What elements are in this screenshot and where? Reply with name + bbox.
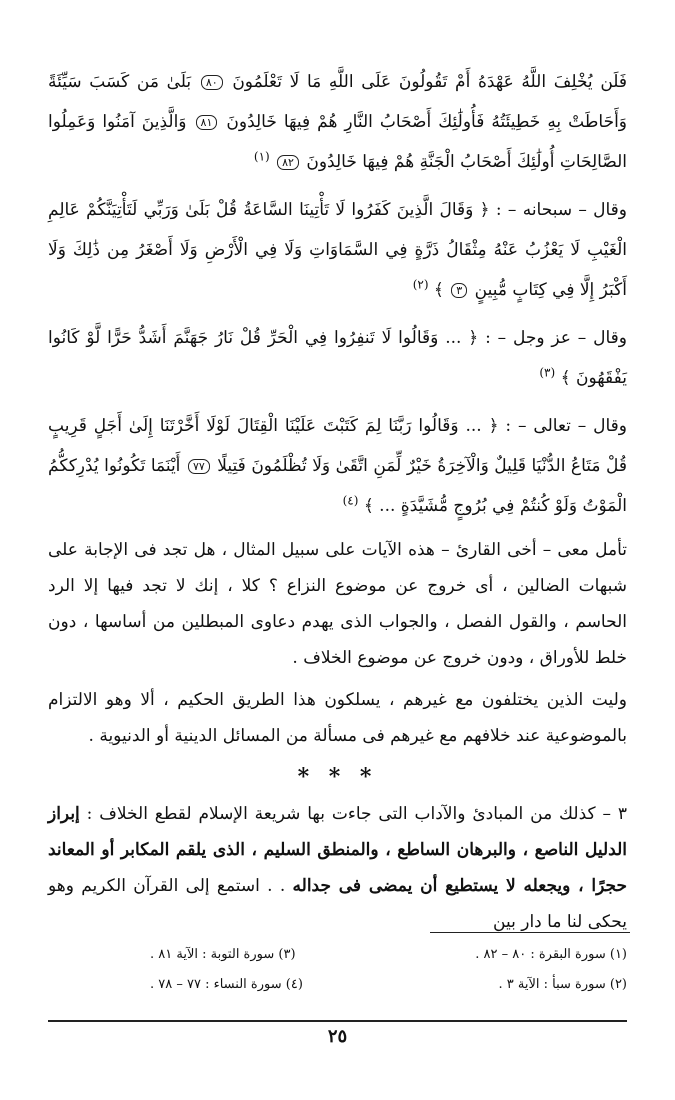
verse-close: ﴾ [433, 280, 444, 300]
quran-paragraph-2 [48, 190, 627, 310]
section-separator: * * * [297, 764, 378, 790]
paragraph-intro: وقال – سبحانه – : [495, 200, 628, 220]
verse-text: فَلَن يُخْلِفَ اللَّهُ عَهْدَهُ أَمْ تَقُولُونَ عَلَى اللَّهِ مَا لَا تَعْلَمُونَ [232, 72, 628, 92]
section-text: . . استمع إلى القرآن الكريم وهو يحكى لنا ما دار بين [48, 876, 627, 932]
verse-number: ٨٢ [277, 155, 299, 170]
paragraph-intro: وقال – عز وجل – : [485, 328, 627, 348]
commentary-paragraph: تأمل معى – أخى القارئ – هذه الآيات على سبيل المثال ، هل تجد فى الإجابة على شبهات الضالين ، أى خروج عن موضوع النزاع ؟ كلا ، إنك لا تجد فيها إلا الرد الحاسم ، والقول الفصل ، والجواب الذى يهدم دعاوى المبطلين من أساسها ، دون خلط للأوراق ، ودون خروج عن موضوع الخلاف . [48, 540, 627, 668]
verse-number: ٨٠ [201, 75, 223, 90]
footnote-divider [430, 932, 630, 933]
section-text: ٣ – كذلك من المبادئ والآداب التى جاءت بها شريعة الإسلام لقطع الخلاف : [86, 804, 627, 824]
verse-text: أَيْنَمَا تَكُونُوا يُدْرِككُّمُ الْمَوْتُ وَلَوْ كُنتُمْ فِي بُرُوجٍ مُّشَيَّدَةٍ ... ﴾ [48, 456, 627, 516]
footnote-1: (١) سورة البقرة : ٨٠ – ٨٢ . [475, 947, 627, 962]
verse-number: ٧٧ [188, 459, 210, 474]
paragraph-intro: وقال – تعالى – : [505, 416, 628, 436]
footnote-reference: (٢) [412, 277, 429, 292]
commentary-paragraph: وليت الذين يختلفون مع غيرهم ، يسلكون هذا الطريق الحكيم ، ألا وهو الالتزام بالموضوعية عند خلافهم مع غيرهم فى مسألة من المسائل الدينية أو الدنيوية . [48, 690, 627, 746]
quran-paragraph-3 [48, 318, 627, 398]
bold-text: إبراز الدليل الناصع ، والبرهان الساطع ، والمنطق السليم ، الذى يلقم المكابر أو المعاند حجرًا ، ويجعله لا يستطيع أن يمضى فى جداله [48, 804, 628, 896]
verse-close: ﴾ [560, 368, 571, 388]
footnote-row [150, 940, 627, 970]
verse-number: ٨١ [196, 115, 218, 130]
footnote-reference: (٤) [342, 493, 359, 508]
page-bottom-rule [48, 1020, 627, 1022]
page-body [48, 62, 627, 940]
footnote-reference: (٣) [539, 365, 556, 380]
verse-text: ﴿ وَقَالَ الَّذِينَ كَفَرُوا لَا تَأْتِينَا السَّاعَةُ قُلْ بَلَىٰ وَرَبِّي لَتَأْتِيَنَّكُمْ عَالِمِ الْغَيْبِ لَا يَعْزُبُ عَنْهُ مِثْقَالُ ذَرَّةٍ فِي السَّمَاوَاتِ وَلَا فِي الْأَرْضِ وَلَا أَصْغَرُ مِن ذَٰلِكَ وَلَا أَكْبَرُ إِلَّا فِي كِتَابٍ مُّبِينٍ [48, 200, 627, 300]
verse-text: وَالَّذِينَ آمَنُوا وَعَمِلُوا الصَّالِحَاتِ أُولَٰئِكَ أَصْحَابُ الْجَنَّةِ هُمْ فِيهَا خَالِدُونَ [48, 112, 627, 172]
footnote-2: (٢) سورة سبأ : الآية ٣ . [498, 977, 627, 992]
footnotes [150, 940, 627, 1000]
verse-number: ٣ [451, 283, 467, 298]
page-number: ٢٥ [327, 1026, 348, 1047]
footnote-row [150, 970, 627, 1000]
footnote-reference: (١) [253, 149, 270, 164]
quran-paragraph-4 [48, 406, 627, 526]
verse-text: بَلَىٰ مَن كَسَبَ سَيِّئَةً وَأَحَاطَتْ بِهِ خَطِيئَتُهُ فَأُولَٰئِكَ أَصْحَابُ النَّارِ هُمْ فِيهَا خَالِدُونَ [48, 72, 628, 132]
verse-text: ﴿ ... وَقَالُوا رَبَّنَا لِمَ كَتَبْتَ عَلَيْنَا الْقِتَالَ لَوْلَا أَخَّرْتَنَا إِلَىٰ أَجَلٍ قَرِيبٍ قُلْ مَتَاعُ الدُّنْيَا قَلِيلٌ وَالْآخِرَةُ خَيْرٌ لِّمَنِ اتَّقَىٰ وَلَا تُظْلَمُونَ فَتِيلًا [48, 416, 628, 476]
verse-text: ﴿ ... وَقَالُوا لَا تَنفِرُوا فِي الْحَرِّ قُلْ نَارُ جَهَنَّمَ أَشَدُّ حَرًّا لَّوْ كَانُوا يَفْقَهُونَ [48, 328, 627, 388]
footnote-4: (٤) سورة النساء : ٧٧ – ٧٨ . [150, 977, 303, 992]
quran-paragraph-1 [48, 62, 627, 182]
footnote-3: (٣) سورة التوبة : الآية ٨١ . [150, 947, 296, 962]
section-paragraph [48, 796, 627, 940]
